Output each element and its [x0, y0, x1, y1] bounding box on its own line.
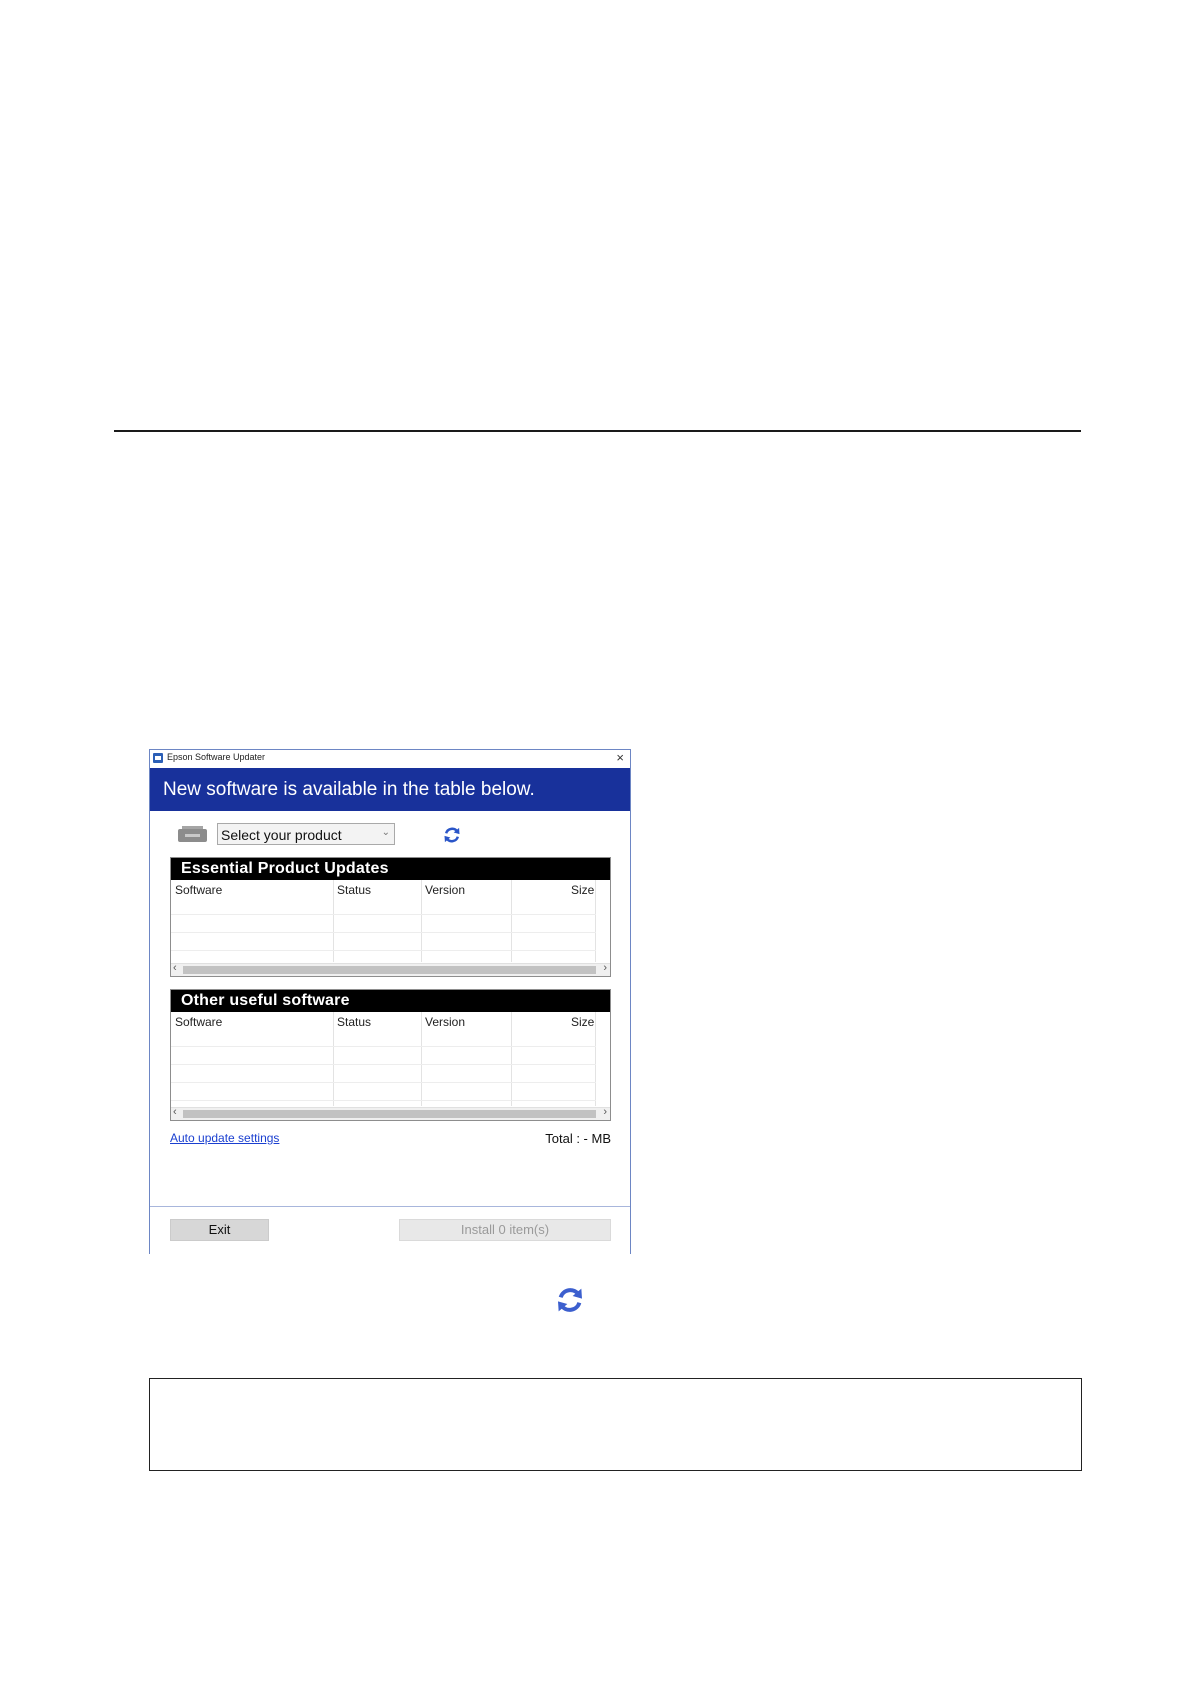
install-button[interactable]: Install 0 item(s): [399, 1219, 611, 1241]
dialog-footer: [150, 1206, 630, 1255]
horizontal-scrollbar[interactable]: [171, 963, 610, 976]
row-divider: [171, 950, 596, 951]
app-icon: [153, 753, 163, 763]
software-updater-window: [149, 749, 631, 1254]
column-divider: [511, 1012, 512, 1106]
row-divider: [171, 1046, 596, 1047]
scrollbar-thumb[interactable]: [183, 1110, 596, 1118]
product-selector-row: [178, 823, 478, 847]
chevron-down-icon: ⌄: [381, 827, 390, 838]
printer-icon: [178, 829, 207, 842]
scroll-left-icon[interactable]: ‹: [173, 1106, 177, 1118]
refresh-icon[interactable]: [442, 825, 462, 845]
column-header-size[interactable]: Size: [571, 883, 595, 897]
column-divider: [333, 1012, 334, 1106]
column-header-size[interactable]: Size: [571, 1015, 595, 1029]
other-software-heading: Other useful software: [171, 990, 610, 1012]
header-banner: [150, 768, 630, 811]
row-divider: [171, 932, 596, 933]
column-divider: [595, 1012, 596, 1106]
column-header-row: [171, 880, 610, 900]
close-button[interactable]: ×: [616, 750, 624, 765]
horizontal-scrollbar[interactable]: [171, 1107, 610, 1120]
column-divider: [421, 1012, 422, 1106]
column-header-row: [171, 1012, 610, 1032]
scroll-right-icon[interactable]: ›: [603, 1106, 607, 1118]
row-divider: [171, 1064, 596, 1065]
section-divider: [114, 430, 1081, 432]
row-divider: [171, 1100, 596, 1101]
column-header-software[interactable]: Software: [175, 883, 223, 897]
column-header-status[interactable]: Status: [337, 883, 372, 897]
exit-button[interactable]: Exit: [170, 1219, 269, 1241]
essential-updates-panel: [170, 857, 611, 977]
product-select[interactable]: [217, 823, 395, 845]
row-divider: [171, 1082, 596, 1083]
scroll-left-icon[interactable]: ‹: [173, 962, 177, 974]
scroll-right-icon[interactable]: ›: [603, 962, 607, 974]
auto-update-settings-link[interactable]: Auto update settings: [170, 1131, 280, 1145]
banner-text: New software is available in the table below.: [163, 779, 535, 800]
total-size: Total : - MB: [545, 1131, 611, 1146]
column-header-status[interactable]: Status: [337, 1015, 372, 1029]
column-header-version[interactable]: Version: [425, 1015, 466, 1029]
row-divider: [171, 914, 596, 915]
other-software-panel: [170, 989, 611, 1121]
title-bar: [150, 750, 630, 768]
note-box: [149, 1378, 1082, 1471]
refresh-icon: [554, 1284, 586, 1316]
column-header-software[interactable]: Software: [175, 1015, 223, 1029]
product-select-value: Select your product: [221, 827, 342, 843]
column-header-version[interactable]: Version: [425, 883, 466, 897]
scrollbar-thumb[interactable]: [183, 966, 596, 974]
window-title: Epson Software Updater: [167, 752, 266, 762]
essential-updates-heading: Essential Product Updates: [171, 858, 610, 880]
